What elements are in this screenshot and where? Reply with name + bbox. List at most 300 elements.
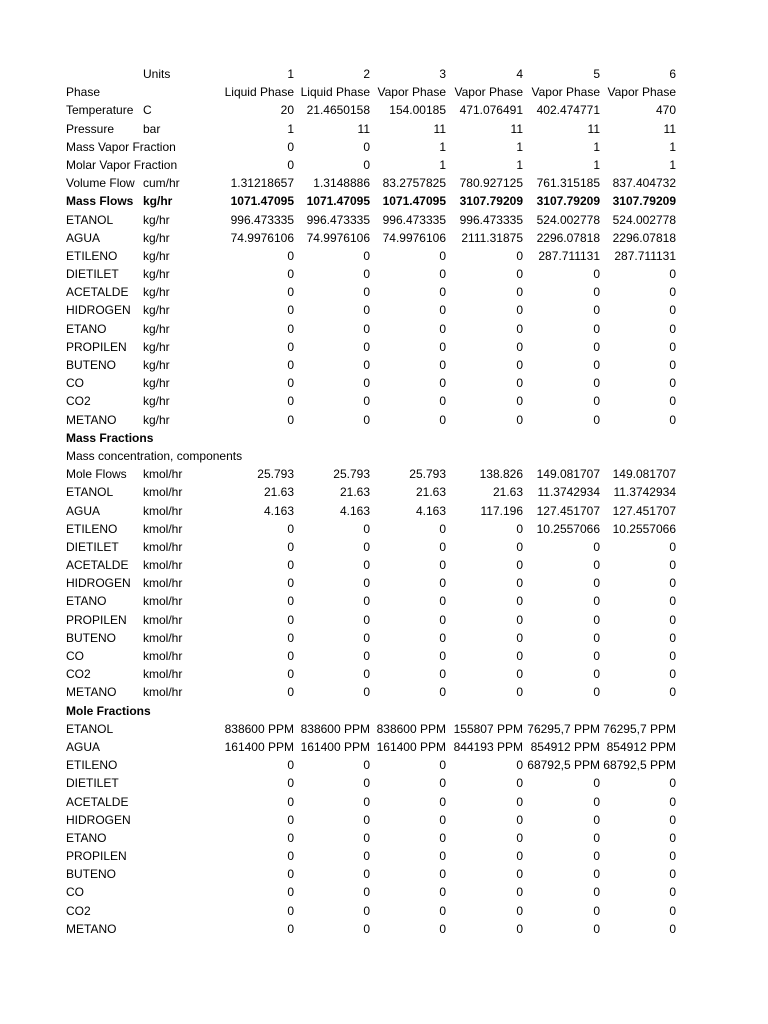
table-cell: 1.31218657 [230, 176, 294, 191]
table-row [0, 374, 768, 392]
row-unit: bar [143, 121, 161, 136]
table-row [0, 538, 768, 556]
table-cell: 0 [363, 867, 370, 882]
table-cell: 0 [516, 885, 523, 900]
table-cell: 0 [439, 649, 446, 663]
row-unit: kmol/hr [143, 649, 183, 663]
table-cell: 11.3742934 [613, 485, 676, 500]
header-row [0, 65, 768, 83]
table-cell: 0 [669, 358, 676, 372]
table-cell: 0 [439, 921, 446, 936]
table-cell: 0 [593, 849, 600, 864]
table-cell: 0 [363, 830, 370, 845]
table-cell: 2296.07818 [612, 230, 676, 245]
table-cell: 470 [655, 103, 676, 118]
table-cell: 0 [287, 794, 294, 809]
row-label: Molar Vapor Fraction [66, 157, 178, 172]
table-cell: 0 [593, 649, 600, 663]
row-unit: kg/hr [143, 412, 170, 427]
table-cell: 0 [516, 539, 523, 554]
table-cell: 1.3148886 [313, 176, 370, 191]
table-cell: 0 [439, 830, 446, 845]
table-row [0, 774, 768, 792]
table-cell: 0 [363, 903, 370, 918]
row-label: CO [66, 649, 84, 663]
table-cell: 996.473335 [382, 212, 446, 227]
table-cell: 0 [363, 539, 370, 554]
table-cell: 117.196 [480, 503, 523, 518]
row-unit: kmol/hr [143, 594, 183, 609]
table-cell: 0 [439, 576, 446, 591]
table-cell: 0 [669, 576, 676, 591]
row-label: Phase [66, 85, 101, 100]
table-cell: 0 [516, 649, 523, 663]
table-cell: 402.474771 [536, 103, 600, 118]
row-label: ETANOL [66, 721, 114, 736]
table-cell: 0 [439, 758, 446, 773]
row-unit: kg/hr [143, 194, 173, 209]
table-cell: 74.9976106 [306, 230, 370, 245]
table-cell: 0 [593, 303, 600, 318]
table-cell: 0 [439, 285, 446, 300]
table-row [0, 120, 768, 138]
table-cell: 0 [363, 358, 370, 372]
table-cell: 0 [287, 248, 294, 263]
stream-table [0, 65, 768, 938]
table-row [0, 356, 768, 374]
table-cell: 21.63 [263, 485, 294, 500]
row-label: CO2 [66, 667, 91, 682]
table-cell: 0 [363, 303, 370, 318]
row-label: Volume Flow [66, 176, 135, 191]
table-cell: 1 [593, 139, 600, 154]
row-unit: kg/hr [143, 230, 170, 245]
row-label: BUTENO [66, 867, 117, 882]
table-row [0, 811, 768, 829]
table-cell: 0 [287, 885, 294, 900]
row-unit: kg/hr [143, 321, 170, 336]
row-unit: kmol/hr [143, 521, 183, 536]
table-row [0, 211, 768, 229]
table-cell: 2296.07818 [536, 230, 600, 245]
table-cell: 287.711131 [538, 248, 600, 263]
table-cell: 0 [363, 758, 370, 773]
table-cell: 0 [287, 830, 294, 845]
table-row [0, 556, 768, 574]
table-cell: 0 [363, 321, 370, 336]
table-cell: 0 [516, 630, 523, 645]
table-cell: 0 [593, 630, 600, 645]
table-cell: 854912 PPM [606, 739, 676, 754]
table-row [0, 574, 768, 592]
row-unit: kmol/hr [143, 558, 183, 573]
column-header: 3 [439, 67, 446, 81]
table-cell: 25.793 [257, 467, 294, 482]
table-cell: 0 [363, 612, 370, 627]
table-row [0, 611, 768, 629]
row-label: CO2 [66, 903, 91, 918]
table-cell: Vapor Phase [454, 85, 523, 100]
table-cell: 0 [669, 376, 676, 391]
table-cell: 0 [669, 776, 676, 791]
table-cell: 25.793 [333, 467, 370, 482]
table-cell: 0 [669, 794, 676, 809]
table-cell: 0 [516, 321, 523, 336]
table-row [0, 138, 768, 156]
table-cell: 0 [516, 776, 523, 791]
table-cell: 138.826 [479, 467, 523, 482]
table-cell: 0 [287, 412, 294, 427]
table-cell: 0 [516, 830, 523, 845]
table-row [0, 883, 768, 901]
row-label: ETANO [66, 830, 107, 845]
table-cell: 0 [439, 539, 446, 554]
table-cell: 0 [363, 812, 370, 827]
table-row [0, 283, 768, 301]
table-cell: 1071.47095 [382, 194, 446, 209]
table-cell: 0 [439, 812, 446, 827]
table-cell: 0 [287, 358, 294, 372]
table-cell: 161400 PPM [224, 739, 294, 754]
table-cell: 0 [669, 339, 676, 354]
table-cell: 996.473335 [306, 212, 370, 227]
column-header: 4 [516, 67, 523, 81]
table-row [0, 683, 768, 701]
table-cell: 0 [593, 685, 600, 700]
table-cell: 0 [593, 412, 600, 427]
table-row [0, 756, 768, 774]
table-row [0, 101, 768, 119]
table-cell: 10.2557066 [612, 521, 676, 536]
table-row [0, 592, 768, 610]
table-cell: 0 [363, 667, 370, 682]
table-cell: 4.163 [339, 503, 370, 518]
row-unit: kg/hr [143, 285, 170, 300]
table-cell: 838600 PPM [376, 721, 446, 736]
table-cell: 780.927125 [459, 176, 523, 191]
table-cell: 0 [516, 376, 523, 391]
table-cell: 0 [593, 776, 600, 791]
table-cell: 837.404732 [612, 176, 676, 191]
table-cell: 287.711131 [614, 248, 676, 263]
table-cell: 161400 PPM [376, 739, 446, 754]
table-cell: 0 [593, 667, 600, 682]
table-cell: 3107.79209 [536, 194, 600, 209]
table-cell: 0 [669, 267, 676, 282]
table-cell: 149.081707 [612, 467, 676, 482]
table-cell: 0 [669, 394, 676, 409]
table-row [0, 229, 768, 247]
row-unit: kmol/hr [143, 485, 183, 500]
table-cell: 11 [510, 121, 523, 136]
table-cell: 0 [287, 612, 294, 627]
table-cell: 0 [669, 885, 676, 900]
table-row [0, 447, 768, 465]
table-cell: 0 [669, 630, 676, 645]
table-cell: 0 [593, 594, 600, 609]
table-row [0, 702, 768, 720]
table-row [0, 192, 768, 210]
table-row [0, 647, 768, 665]
table-cell: 11 [433, 121, 446, 136]
table-cell: 0 [287, 139, 294, 154]
table-cell: 0 [593, 867, 600, 882]
table-cell: 0 [593, 358, 600, 372]
table-cell: 0 [287, 267, 294, 282]
table-cell: 838600 PPM [300, 721, 370, 736]
table-cell: 74.9976106 [230, 230, 294, 245]
table-cell: 524.002778 [536, 212, 600, 227]
table-cell: 0 [439, 594, 446, 609]
table-cell: 0 [287, 594, 294, 609]
table-cell: 0 [363, 921, 370, 936]
table-cell: 0 [439, 321, 446, 336]
row-label: ACETALDE [66, 794, 129, 809]
table-cell: 0 [287, 539, 294, 554]
row-label: Pressure [66, 121, 115, 136]
table-cell: 0 [669, 303, 676, 318]
table-cell: 11 [663, 121, 676, 136]
table-cell: 0 [516, 685, 523, 700]
row-unit: kmol/hr [143, 576, 183, 591]
table-cell: 68792,5 PPM [603, 758, 676, 773]
row-label: AGUA [66, 230, 101, 245]
row-label: HIDROGEN [66, 812, 131, 827]
row-label: DIETILET [66, 539, 119, 554]
table-cell: 0 [439, 339, 446, 354]
table-cell: 0 [363, 248, 370, 263]
table-cell: 1 [593, 157, 600, 172]
table-cell: 1071.47095 [306, 194, 370, 209]
row-unit: kg/hr [143, 358, 170, 372]
table-cell: 0 [516, 667, 523, 682]
table-cell: 0 [593, 376, 600, 391]
table-cell: 21.63 [339, 485, 370, 500]
table-cell: 0 [363, 267, 370, 282]
table-row [0, 156, 768, 174]
table-cell: 996.473335 [459, 212, 523, 227]
table-cell: 761.315185 [536, 176, 600, 191]
table-cell: 1 [439, 157, 446, 172]
table-cell: 0 [363, 139, 370, 154]
table-cell: 76295,7 PPM [603, 721, 676, 736]
table-row [0, 738, 768, 756]
table-cell: Vapor Phase [607, 85, 676, 100]
table-cell: 844193 PPM [453, 739, 523, 754]
table-cell: 21.63 [415, 485, 446, 500]
table-cell: 1 [669, 157, 676, 172]
table-cell: 0 [287, 303, 294, 318]
table-row [0, 520, 768, 538]
row-unit: kmol/hr [143, 467, 183, 482]
table-cell: 854912 PPM [530, 739, 600, 754]
table-cell: 0 [593, 812, 600, 827]
row-label: BUTENO [66, 630, 117, 645]
table-cell: 0 [363, 885, 370, 900]
row-label: PROPILEN [66, 612, 127, 627]
table-cell: 0 [669, 830, 676, 845]
table-cell: 0 [516, 394, 523, 409]
row-unit: C [143, 103, 152, 118]
table-cell: 0 [439, 267, 446, 282]
row-label: ACETALDE [66, 558, 129, 573]
table-cell: 0 [363, 649, 370, 663]
table-cell: 0 [593, 612, 600, 627]
table-cell: 1 [287, 121, 294, 136]
table-cell: 0 [287, 776, 294, 791]
column-header: 2 [363, 67, 370, 81]
table-row [0, 865, 768, 883]
table-cell: 0 [363, 630, 370, 645]
table-cell: 74.9976106 [382, 230, 446, 245]
table-cell: 149.081707 [536, 467, 600, 482]
table-cell: 154.00185 [389, 103, 446, 118]
row-label: ETANO [66, 321, 107, 336]
table-cell: 11 [587, 121, 600, 136]
row-label: Mass Flows [66, 194, 134, 209]
row-label: BUTENO [66, 358, 117, 372]
row-unit: kmol/hr [143, 630, 183, 645]
table-cell: 0 [593, 267, 600, 282]
table-cell: 838600 PPM [224, 721, 294, 736]
row-label: ETANO [66, 594, 107, 609]
table-cell: 0 [363, 376, 370, 391]
table-row [0, 665, 768, 683]
row-label: DIETILET [66, 776, 119, 791]
table-cell: 4.163 [415, 503, 446, 518]
row-label: HIDROGEN [66, 303, 131, 318]
table-cell: 0 [363, 412, 370, 427]
table-cell: 0 [593, 339, 600, 354]
table-cell: 0 [669, 412, 676, 427]
table-cell: 1 [439, 139, 446, 154]
row-label: CO [66, 885, 84, 900]
table-cell: 0 [669, 285, 676, 300]
table-row [0, 902, 768, 920]
column-header: 6 [669, 67, 676, 81]
table-cell: 155807 PPM [453, 721, 523, 736]
table-cell: 0 [363, 776, 370, 791]
table-cell: 0 [516, 285, 523, 300]
table-cell: 0 [287, 394, 294, 409]
table-cell: 0 [363, 339, 370, 354]
row-unit: kg/hr [143, 376, 170, 391]
table-cell: 0 [669, 649, 676, 663]
row-unit: kg/hr [143, 303, 170, 318]
table-cell: 0 [593, 394, 600, 409]
row-label: METANO [66, 412, 117, 427]
table-cell: 1071.47095 [230, 194, 294, 209]
row-unit: kmol/hr [143, 503, 183, 518]
table-row [0, 483, 768, 501]
row-label: Mole Flows [66, 467, 127, 482]
row-unit: kmol/hr [143, 539, 183, 554]
table-cell: 0 [516, 576, 523, 591]
table-row [0, 793, 768, 811]
table-cell: 0 [439, 303, 446, 318]
row-unit: kg/hr [143, 394, 170, 409]
table-cell: 0 [669, 594, 676, 609]
table-row [0, 502, 768, 520]
table-cell: 0 [439, 412, 446, 427]
table-cell: 0 [363, 594, 370, 609]
table-cell: 0 [287, 576, 294, 591]
table-cell: 0 [363, 157, 370, 172]
row-label: ETILENO [66, 758, 118, 773]
table-cell: Liquid Phase [300, 85, 370, 100]
table-row [0, 247, 768, 265]
table-cell: 0 [287, 285, 294, 300]
row-label: ACETALDE [66, 285, 129, 300]
table-cell: 0 [516, 358, 523, 372]
column-header: 5 [593, 67, 600, 81]
table-body [0, 83, 768, 938]
table-cell: 0 [516, 339, 523, 354]
table-cell: 0 [669, 685, 676, 700]
table-cell: 0 [516, 303, 523, 318]
table-cell: 0 [439, 849, 446, 864]
table-cell: 0 [439, 358, 446, 372]
row-unit: kg/hr [143, 212, 170, 227]
table-cell: 76295,7 PPM [527, 721, 600, 736]
table-cell: 0 [287, 667, 294, 682]
table-cell: 0 [516, 612, 523, 627]
table-cell: Vapor Phase [377, 85, 446, 100]
table-cell: 0 [516, 594, 523, 609]
row-label: AGUA [66, 503, 101, 518]
table-row [0, 392, 768, 410]
table-cell: 0 [516, 248, 523, 263]
row-label: CO [66, 376, 84, 391]
table-cell: Liquid Phase [224, 85, 294, 100]
table-cell: 0 [287, 521, 294, 536]
table-cell: 0 [287, 812, 294, 827]
table-cell: 0 [669, 539, 676, 554]
table-row [0, 320, 768, 338]
table-cell: 4.163 [263, 503, 294, 518]
table-cell: Vapor Phase [531, 85, 600, 100]
row-unit: kmol/hr [143, 612, 183, 627]
table-cell: 2111.31875 [461, 230, 523, 245]
table-cell: 996.473335 [230, 212, 294, 227]
table-cell: 0 [439, 776, 446, 791]
table-cell: 0 [287, 903, 294, 918]
row-label: CO2 [66, 394, 91, 409]
row-unit: cum/hr [143, 176, 180, 191]
table-cell: 0 [593, 321, 600, 336]
table-cell: 0 [287, 649, 294, 663]
table-cell: 0 [593, 794, 600, 809]
table-cell: 21.63 [492, 485, 523, 500]
table-cell: 11 [357, 121, 370, 136]
table-cell: 0 [593, 558, 600, 573]
table-row [0, 174, 768, 192]
table-cell: 0 [287, 157, 294, 172]
table-cell: 0 [516, 558, 523, 573]
table-row [0, 338, 768, 356]
table-cell: 0 [669, 321, 676, 336]
table-row [0, 629, 768, 647]
table-cell: 127.451707 [612, 503, 676, 518]
table-cell: 0 [516, 521, 523, 536]
table-cell: 0 [439, 867, 446, 882]
table-cell: 0 [669, 849, 676, 864]
table-cell: 0 [516, 867, 523, 882]
table-cell: 3107.79209 [459, 194, 523, 209]
table-row [0, 465, 768, 483]
table-cell: 0 [593, 285, 600, 300]
table-cell: 0 [516, 921, 523, 936]
